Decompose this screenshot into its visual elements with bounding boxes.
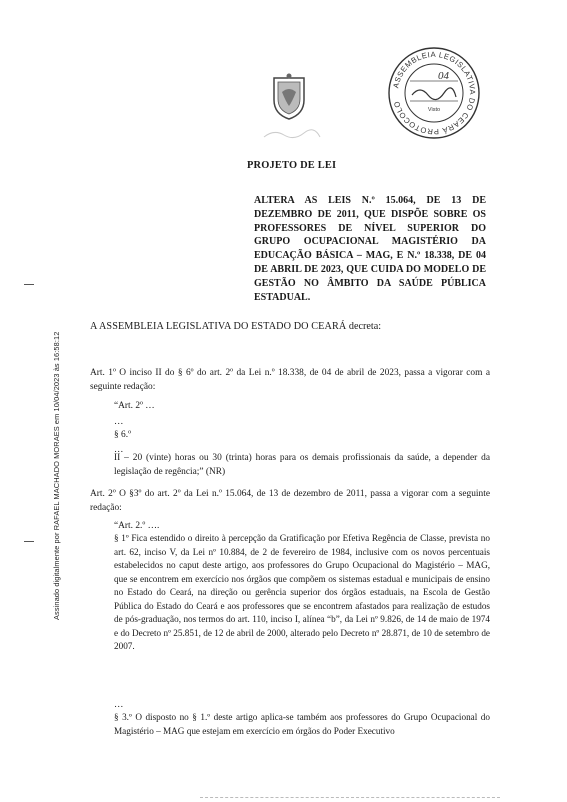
stamp-caption: Visto xyxy=(427,107,441,113)
article-1: Art. 1º O inciso II do § 6º do art. 2º da Lei n.º 18.338, de 04 de abril de 2023, passa a vigorar com a seguinte redação: xyxy=(90,368,490,392)
article-2-ellipsis: … xyxy=(114,700,124,710)
article-2-paragraph-3: § 3.º O disposto no § 1.º deste artigo aplica-se também aos professores do Grupo Ocupacional do Magistério – MAG que estejam em exercício em órgãos do Poder Executivo xyxy=(114,712,490,736)
margin-mark xyxy=(24,284,34,285)
article-2-quote-head: “Art. 2.º …. xyxy=(114,521,160,531)
faint-scribble-icon xyxy=(262,125,322,143)
protocol-stamp-icon xyxy=(386,45,482,141)
article-1-ellipsis-2: … xyxy=(114,445,124,455)
article-2: Art. 2º O §3º do art. 2º da Lei n.º 15.064, de 13 de dezembro de 2011, passa a vigorar com a seguinte redação: xyxy=(90,489,490,513)
article-2-paragraph-1: § 1º Fica estendido o direito à percepção da Gratificação por Efetiva Regência de Classe, prevista no art. 62, inciso V, da Lei nº 10.884, de 2 de fevereiro de 1984, inclusive com os novos percentuais estabelecidos no caput deste artigo, aos professores do Grupo Ocupacional do Magistério – MAG, que se encontrem em exercício nos órgãos que compõem os sistemas estadual e municipais de ensino no Estado do Ceará, na direção ou gerência superior dos órgãos estaduais, na Escola de Gestão Pública do Estado do Ceará e aos professores que se encontrem afastados para realização de estudos de pós-graduação, nos termos do art. 110, inciso I, alínea “b”, da Lei nº 9.826, de 14 de maio de 1974 e do Decreto nº 25.851, de 12 de abril de 2000, alterado pelo Decreto nº 28.871, de 10 de setembro de 2007. xyxy=(114,533,490,651)
enacting-verb: decreta: xyxy=(346,321,382,332)
margin-mark xyxy=(24,541,34,542)
enacting-clause xyxy=(90,321,381,332)
svg-text:ASSEMBLEIA LEGISLATIVA DO CEAR xyxy=(391,50,477,136)
bottom-scan-line xyxy=(200,797,500,798)
article-1-paragraph-mark: § 6.º xyxy=(114,430,131,440)
document-title: PROJETO DE LEI xyxy=(247,160,337,171)
ementa: ALTERA AS LEIS N.º 15.064, DE 13 DE DEZEMBRO DE 2011, QUE DISPÕE SOBRE OS PROFESSORES DE NÍVEL SUPERIOR DO GRUPO OCUPACIONAL MAGISTÉRIO DA EDUCAÇÃO BÁSICA – MAG, E N.º 18.338, DE 04 DE ABRIL DE 2023, QUE CUIDA DO MODELO DE GESTÃO NO ÂMBITO DA SAÚDE PÚBLICA ESTADUAL. xyxy=(254,195,486,303)
state-crest-icon xyxy=(268,72,310,122)
article-1-quote-head: “Art. 2º … xyxy=(114,401,155,411)
stamp-number: 04 xyxy=(438,70,449,82)
article-1-ellipsis: … xyxy=(114,417,124,427)
article-1-inciso: II – 20 (vinte) horas ou 30 (trinta) horas para os demais profissionais da saúde, a depender da legislação de regência;” (NR) xyxy=(114,453,490,477)
digital-signature-note: Assinado digitalmente por RAFAEL MACHADO MORAES em 10/04/2023 às 16:58:12 xyxy=(52,331,61,620)
stamp-ring-text: ASSEMBLEIA LEGISLATIVA DO CEARÁ PROTOCOLO xyxy=(391,49,478,137)
enacting-institution: A ASSEMBLEIA LEGISLATIVA DO ESTADO DO CEARÁ xyxy=(90,321,347,332)
